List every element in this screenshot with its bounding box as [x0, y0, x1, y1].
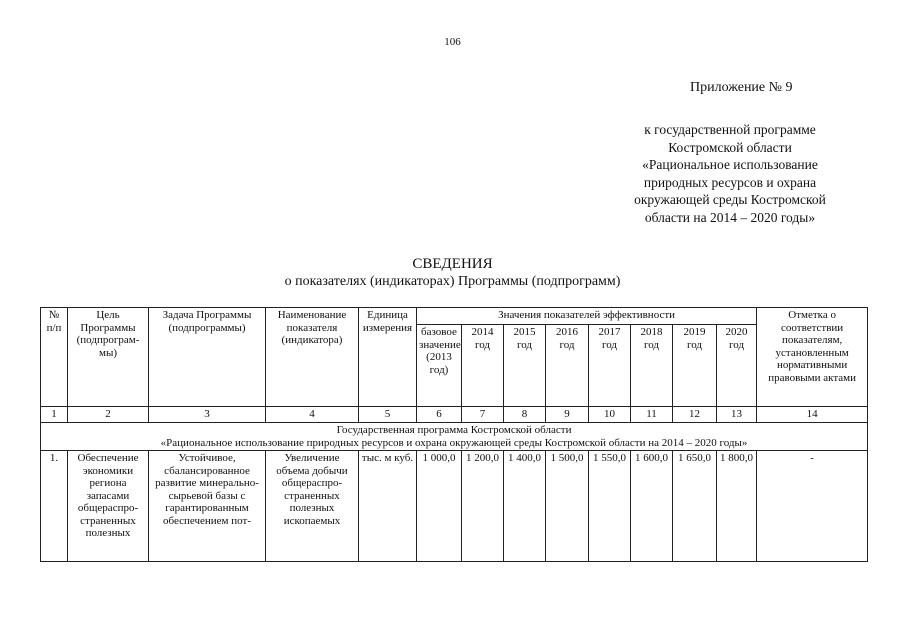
- column-number: 2: [68, 407, 149, 423]
- document-subtitle: о показателях (индикаторах) Программы (подпрограмм): [284, 274, 621, 289]
- row-value: 1 600,0: [631, 451, 673, 562]
- column-number: 14: [757, 407, 868, 423]
- row-task: Устойчивое, сбалансированное развитие минерально- сырьевой базы с гарантированным обеспечением пот-: [149, 451, 266, 562]
- header-num: № п/п: [41, 308, 68, 407]
- program-row: [41, 423, 868, 451]
- column-number: 12: [673, 407, 717, 423]
- appendix-reference: [600, 121, 860, 226]
- column-number: 3: [149, 407, 266, 423]
- column-number: 9: [546, 407, 589, 423]
- header-base: базовое значение (2013 год): [417, 325, 462, 407]
- page-number: 106: [444, 36, 461, 48]
- row-value: 1 400,0: [504, 451, 546, 562]
- appendix-ref-line: Костромской области: [668, 139, 792, 155]
- header-year: 2018 год: [631, 325, 673, 407]
- header-year: 2014 год: [462, 325, 504, 407]
- column-number: 1: [41, 407, 68, 423]
- row-goal: Обеспечение экономики региона запасами общераспро- страненных полезных: [68, 451, 149, 562]
- program-title-cell: [41, 423, 868, 451]
- header-year: 2017 год: [589, 325, 631, 407]
- header-year: 2015 год: [504, 325, 546, 407]
- header-note: Отметка о соответствии показателям, установленным нормативными правовыми актами: [757, 308, 868, 407]
- column-number-row: [41, 407, 868, 423]
- row-num: 1.: [41, 451, 68, 562]
- header-year: 2016 год: [546, 325, 589, 407]
- header-values-group: Значения показателей эффективности: [417, 308, 757, 325]
- header-year: 2020 год: [717, 325, 757, 407]
- appendix-ref-line: природных ресурсов и охрана: [643, 174, 817, 190]
- table-row: [41, 451, 868, 562]
- column-number: 7: [462, 407, 504, 423]
- header-indicator: Наименование показателя (индикатора): [266, 308, 359, 407]
- header-year: 2019 год: [673, 325, 717, 407]
- program-title-line: Государственная программа Костромской области: [336, 424, 572, 436]
- row-value: 1 550,0: [589, 451, 631, 562]
- row-unit: тыс. м куб.: [359, 451, 417, 562]
- column-number: 4: [266, 407, 359, 423]
- column-number: 13: [717, 407, 757, 423]
- header-task: Задача Программы (подпрограммы): [149, 308, 266, 407]
- column-number: 6: [417, 407, 462, 423]
- row-value: 1 650,0: [673, 451, 717, 562]
- appendix-ref-line: окружающей среды Костромской: [634, 192, 826, 207]
- appendix-ref-line: области на 2014 – 2020 годы»: [644, 209, 816, 225]
- indicators-table: [40, 307, 868, 562]
- column-number: 10: [589, 407, 631, 423]
- column-number: 5: [359, 407, 417, 423]
- row-note: -: [757, 451, 868, 562]
- header-goal: Цель Программы (подпрограм- мы): [68, 308, 149, 407]
- row-value: 1 200,0: [462, 451, 504, 562]
- appendix-ref-line: к государственной программе: [644, 122, 816, 137]
- column-number: 8: [504, 407, 546, 423]
- row-value: 1 000,0: [417, 451, 462, 562]
- row-value: 1 500,0: [546, 451, 589, 562]
- program-title-line: «Рациональное использование природных ресурсов и охрана окружающей среды Костромской области на 2014 – 2020 годы»: [160, 436, 748, 449]
- row-indicator: Увеличение объема добычи общераспро- страненных полезных ископаемых: [266, 451, 359, 562]
- row-value: 1 800,0: [717, 451, 757, 562]
- header-unit: Единица измерения: [359, 308, 417, 407]
- document-title: СВЕДЕНИЯ: [412, 256, 493, 272]
- appendix-title: Приложение № 9: [690, 80, 793, 95]
- column-number: 11: [631, 407, 673, 423]
- appendix-ref-line: «Рациональное использование: [642, 157, 818, 172]
